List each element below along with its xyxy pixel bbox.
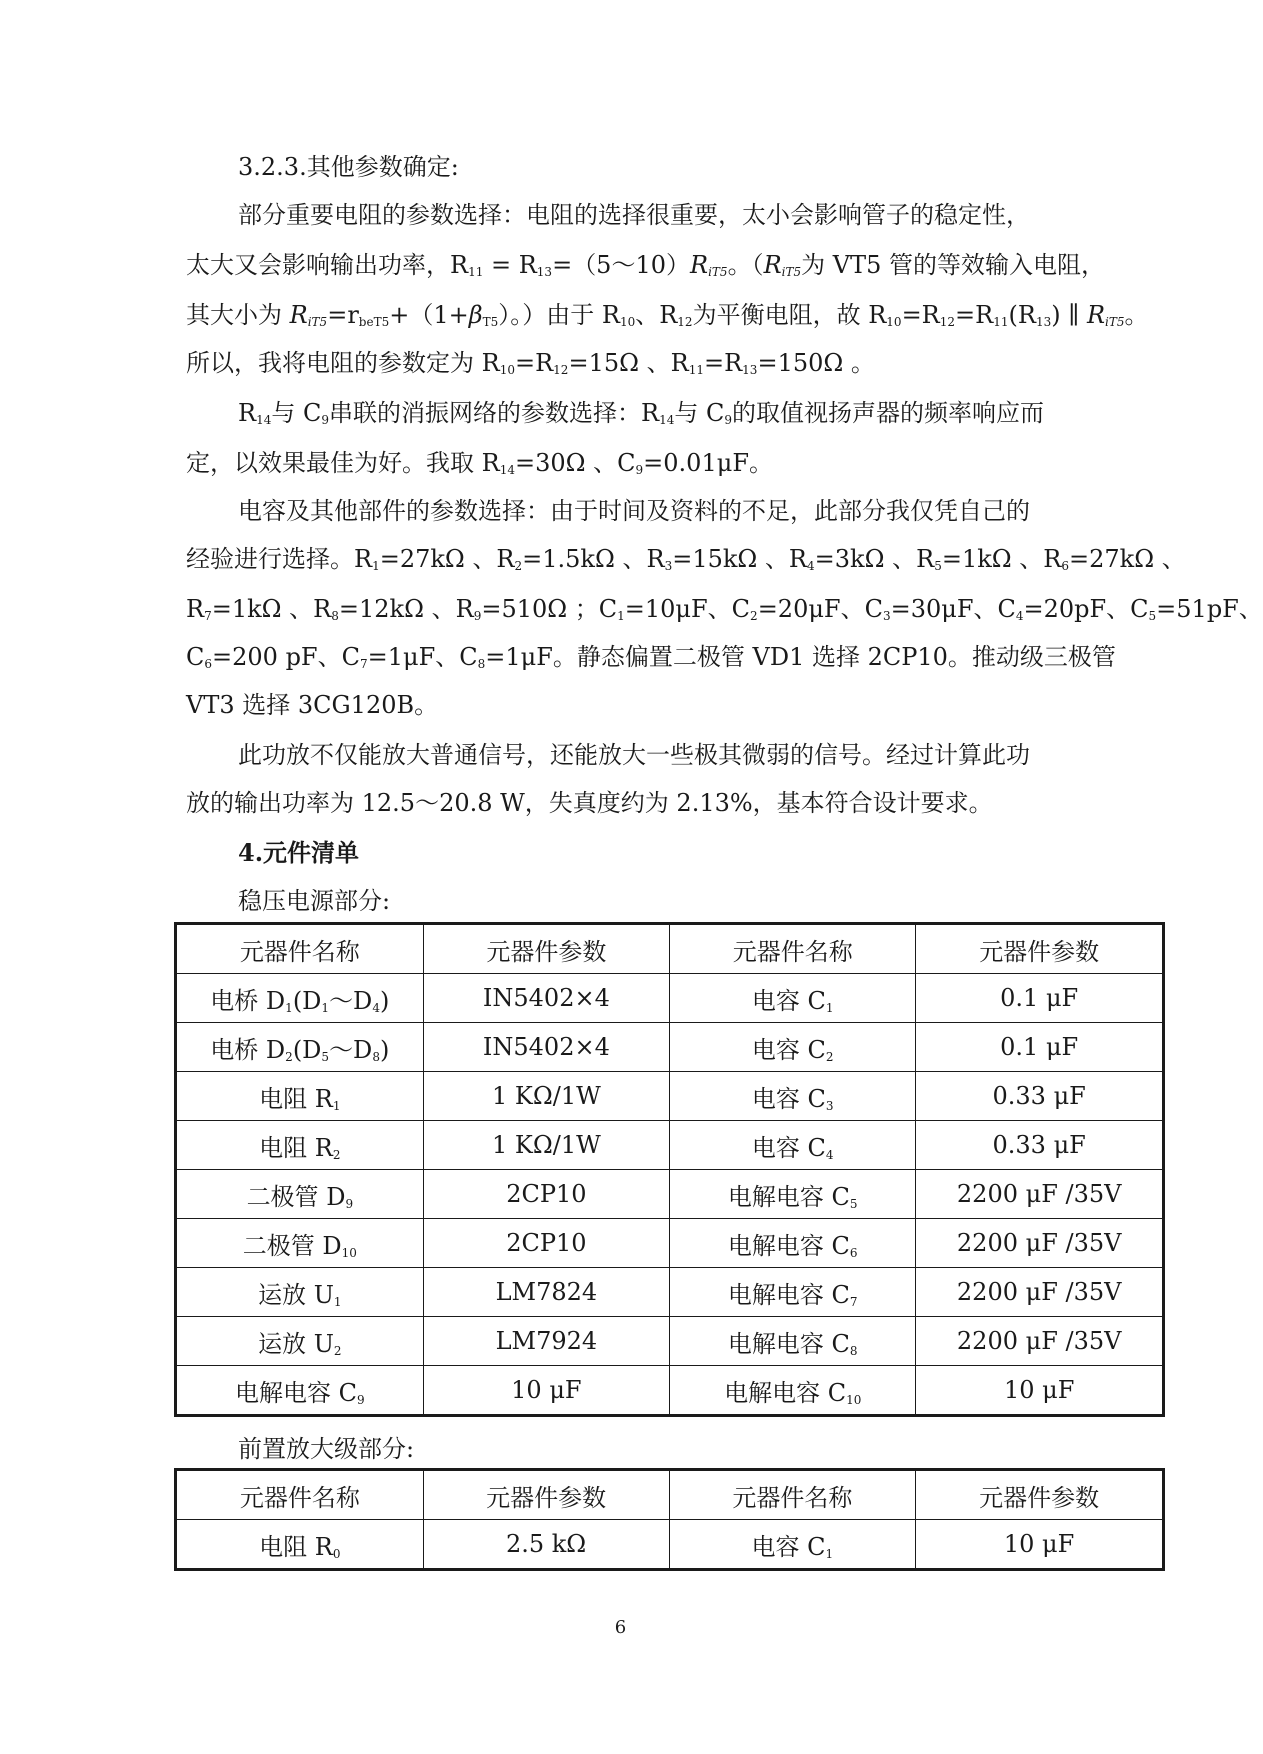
paragraph-line: $R_{14}$与 $C_9$串联的消振网络的参数选择：$R_{14}$与 $C_9$的取值视扬声器的频率响应而 <box>238 399 1044 427</box>
table-row <box>176 1366 1164 1416</box>
table-row <box>176 1023 1164 1072</box>
table-cell: 电容 $C_2$ <box>670 1023 916 1072</box>
table-header-cell: 元器件名称 <box>176 924 424 974</box>
paragraph-line: 放的输出功率为 12.5～20.8 W，失真度约为 2.13%，基本符合设计要求。 <box>186 789 993 817</box>
section-heading: 3.2.3.其他参数确定: <box>238 153 459 181</box>
table-cell: 电解电容 $C_8$ <box>670 1317 916 1366</box>
table-row <box>176 1268 1164 1317</box>
table-row <box>176 1121 1164 1170</box>
table-header-cell: 元器件参数 <box>916 1470 1164 1520</box>
paragraph-line: 太大又会影响输出功率，$R_{11}$ = $R_{13}=(5\sim 10)R_{iT5}$。（$R_{iT5}$为 VT5 管的等效输入电阻， <box>186 251 1105 279</box>
table-cell: LM7924 <box>423 1317 669 1366</box>
table-cell: IN5402×4 <box>423 974 669 1023</box>
paragraph-line: 其大小为 $R_{iT5}=r_{beT5}+(1+\beta_{T5})$。）由于 $R_{10}$、$R_{12}$为平衡电阻，故 $R_{10}=R_{12}=R_{11}(R_{13})$ ∥ $R_{iT5}$。 <box>186 301 1149 329</box>
table-cell: 电容 $C_3$ <box>670 1072 916 1121</box>
table-header-cell: 元器件参数 <box>423 924 669 974</box>
table-cell: 电桥 $D_2(D_5\sim D_8)$ <box>176 1023 424 1072</box>
table-cell: 电解电容 $C_6$ <box>670 1219 916 1268</box>
table-cell: 10 μF <box>916 1366 1164 1416</box>
table-cell: 2CP10 <box>423 1170 669 1219</box>
table-cell: 0.33 μF <box>916 1072 1164 1121</box>
table-cell: 运放 $U_1$ <box>176 1268 424 1317</box>
table-header-row <box>176 1470 1164 1520</box>
table-cell: 2.5 kΩ <box>423 1520 669 1570</box>
table-cell: 2200 μF /35V <box>916 1317 1164 1366</box>
table-cell: 电解电容 $C_7$ <box>670 1268 916 1317</box>
table-cell: 电容 $C_4$ <box>670 1121 916 1170</box>
table-row <box>176 1170 1164 1219</box>
table-cell: 电阻 $R_1$ <box>176 1072 424 1121</box>
paragraph-line: $R_7=1k\Omega$ 、$R_8=12k\Omega$ 、$R_9=510\Omega$ ；$C_1=10\mu F$、$C_2=20\mu F$、$C_3=30\mu F$、$C_4=20pF$、$C_5=51pF$、 <box>186 595 1263 623</box>
table-row <box>176 1072 1164 1121</box>
table-row <box>176 1219 1164 1268</box>
parts-table-preamp <box>174 1468 1165 1571</box>
table-cell: 二极管 $D_9$ <box>176 1170 424 1219</box>
table-cell: 电解电容 $C_9$ <box>176 1366 424 1416</box>
table-cell: 2200 μF /35V <box>916 1170 1164 1219</box>
table-cell: 10 μF <box>423 1366 669 1416</box>
table-cell: 0.33 μF <box>916 1121 1164 1170</box>
table-cell: 电解电容 $C_{10}$ <box>670 1366 916 1416</box>
table-cell: 电容 $C_1$ <box>670 974 916 1023</box>
paragraph-line: 定，以效果最佳为好。我取 $R_{14}=30\Omega$ 、$C_9=0.01\mu F$。 <box>186 449 773 477</box>
paragraph-line: VT3 选择 3CG120B。 <box>186 691 439 719</box>
table-cell: 运放 $U_2$ <box>176 1317 424 1366</box>
table-cell: 1 KΩ/1W <box>423 1121 669 1170</box>
table-cell: 电解电容 $C_5$ <box>670 1170 916 1219</box>
table-row <box>176 1317 1164 1366</box>
table-cell: LM7824 <box>423 1268 669 1317</box>
table-cell: 2CP10 <box>423 1219 669 1268</box>
parts-table-power <box>174 922 1165 1417</box>
table-header-cell: 元器件参数 <box>423 1470 669 1520</box>
subsection-title: 前置放大级部分: <box>238 1435 415 1463</box>
table-cell: 电桥 $D_1(D_1\sim D_4)$ <box>176 974 424 1023</box>
table-header-cell: 元器件名称 <box>176 1470 424 1520</box>
subsection-title: 稳压电源部分: <box>238 887 391 915</box>
table-cell: IN5402×4 <box>423 1023 669 1072</box>
table-cell: 电容 $C_1$ <box>669 1520 916 1570</box>
page-number: 6 <box>614 1617 627 1638</box>
table-cell: 10 μF <box>916 1520 1164 1570</box>
table-cell: 0.1 μF <box>916 974 1164 1023</box>
table-cell: 二极管 $D_{10}$ <box>176 1219 424 1268</box>
table-cell: 电阻 $R_0$ <box>176 1520 424 1570</box>
paragraph-line: 经验进行选择。$R_1=27k\Omega$ 、$R_2=1.5k\Omega$ 、$R_3=15k\Omega$ 、$R_4=3k\Omega$ 、$R_5=1k\Omega$ 、$R_6=27k\Omega$ 、 <box>186 545 1186 573</box>
section4-heading: 4.元件清单 <box>238 838 360 867</box>
table-row <box>176 974 1164 1023</box>
table-row <box>176 1520 1164 1570</box>
paragraph-line: $C_6=200$ pF、$C_7=1\mu F$、$C_8=1\mu F$。静态偏置二极管 VD1 选择 2CP10。推动级三极管 <box>186 643 1116 671</box>
table-cell: 电阻 $R_2$ <box>176 1121 424 1170</box>
table-cell: 2200 μF /35V <box>916 1268 1164 1317</box>
paragraph-line: 所以，我将电阻的参数定为 $R_{10}=R_{12}=15\Omega$ 、$R_{11}=R_{13}=150\Omega$ 。 <box>186 349 875 377</box>
table-cell: 2200 μF /35V <box>916 1219 1164 1268</box>
table-header-cell: 元器件名称 <box>669 1470 916 1520</box>
table-cell: 1 KΩ/1W <box>423 1072 669 1121</box>
paragraph-line: 此功放不仅能放大普通信号，还能放大一些极其微弱的信号。经过计算此功 <box>238 741 1030 769</box>
paragraph-line: 电容及其他部件的参数选择：由于时间及资料的不足，此部分我仅凭自己的 <box>238 497 1030 525</box>
table-header-row <box>176 924 1164 974</box>
table-header-cell: 元器件名称 <box>670 924 916 974</box>
paragraph-line: 部分重要电阻的参数选择：电阻的选择很重要，太小会影响管子的稳定性， <box>238 201 1030 229</box>
table-header-cell: 元器件参数 <box>916 924 1164 974</box>
table-cell: 0.1 μF <box>916 1023 1164 1072</box>
